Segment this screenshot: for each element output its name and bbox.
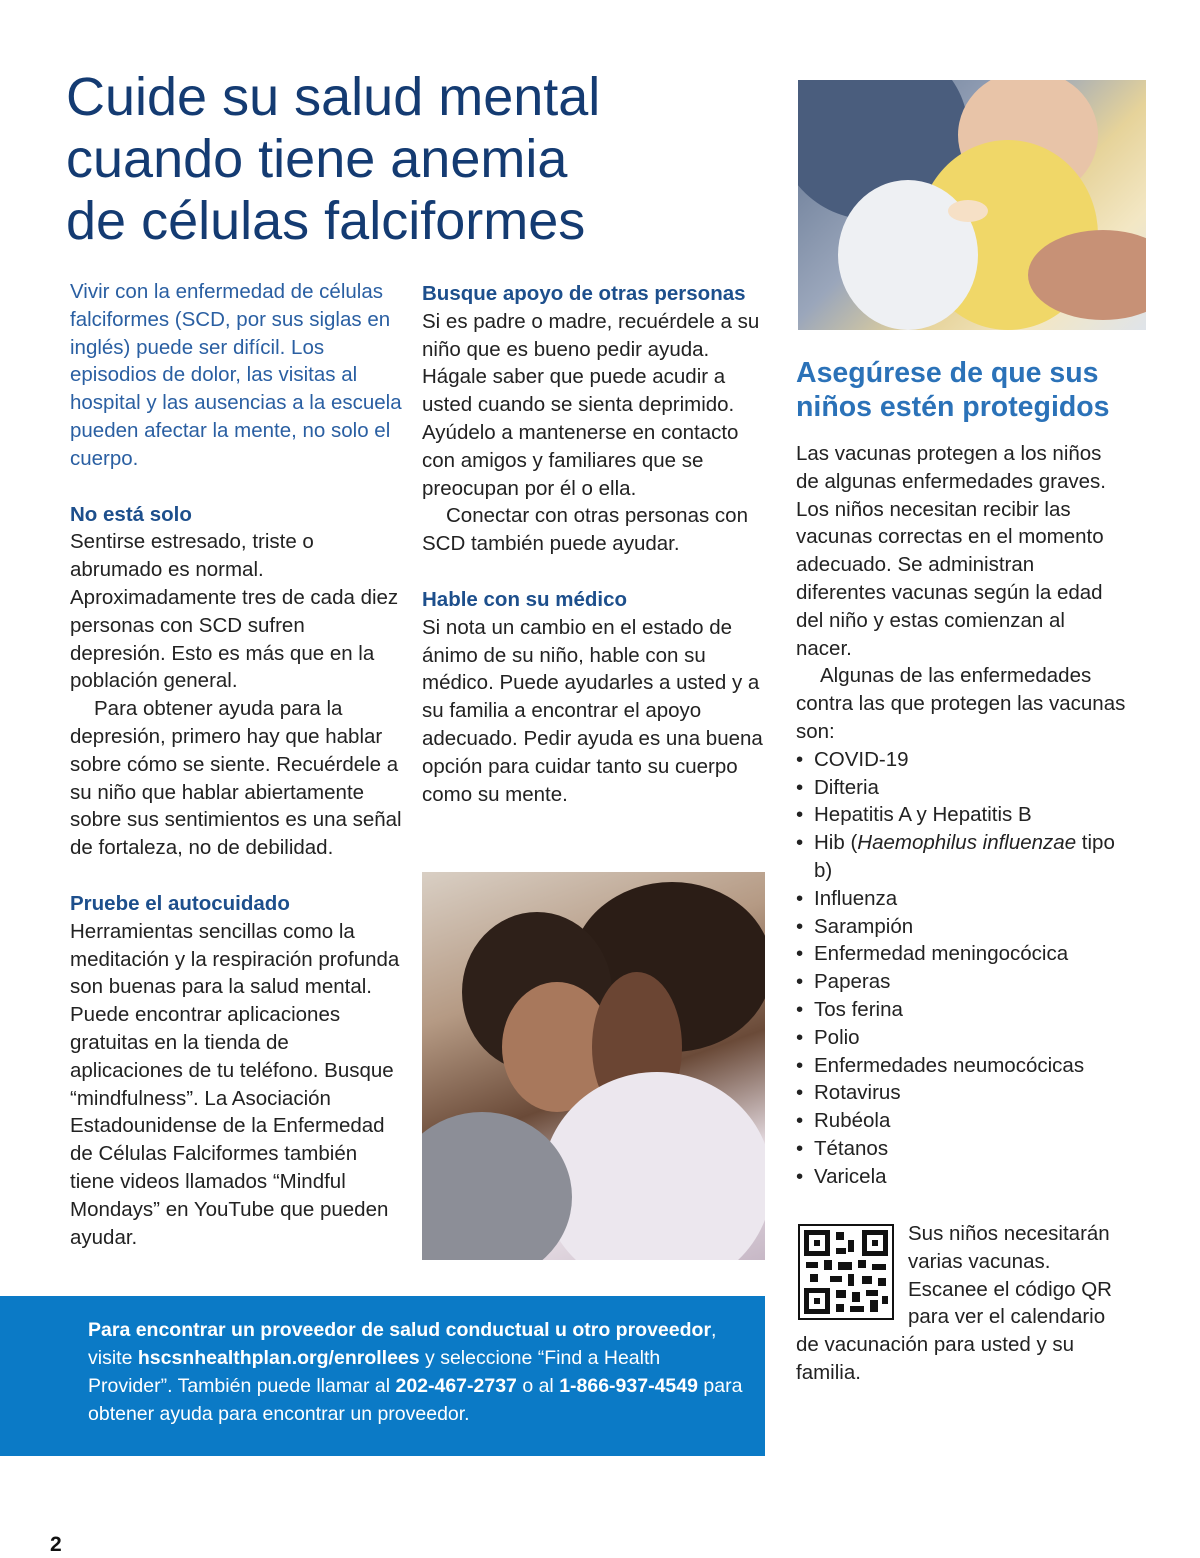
qr-caption-line: Escanee el código QR bbox=[908, 1277, 1112, 1301]
list-item: • Sarampión bbox=[796, 913, 1126, 941]
list-item: • COVID-19 bbox=[796, 746, 1126, 774]
hib-suffix: tipo b) bbox=[814, 831, 1115, 882]
callout-text-part: para obtener ayuda para encontrar un proveedor. bbox=[88, 1375, 743, 1425]
list-item: • Hepatitis A y Hepatitis B bbox=[796, 801, 1126, 829]
doctor-paragraph: Si nota un cambio en el estado de ánimo de su niño, hable con su médico. Puede ayudarles a usted y a su familia a encontrar el apoyo adecuado. Pedir ayuda es una buena opción para cuidar tanto su cuerpo como su mente. bbox=[422, 615, 763, 806]
qr-caption-line: Sus niños necesitarán bbox=[908, 1222, 1110, 1245]
page-number: 2 bbox=[50, 1533, 62, 1556]
page-title bbox=[66, 66, 706, 252]
section-heading-selfcare: Pruebe el autocuidado bbox=[70, 891, 290, 915]
title-line: cuando tiene anemia bbox=[66, 129, 568, 189]
list-item: • Tos ferina bbox=[796, 996, 1126, 1024]
qr-caption-rest: de vacunación para usted y su familia. bbox=[796, 1333, 1075, 1384]
list-item: • Paperas bbox=[796, 968, 1126, 996]
vaccines-heading-line: Asegúrese de que sus bbox=[796, 357, 1099, 389]
hib-species: Haemophilus influenzae bbox=[857, 831, 1077, 855]
vaccines-heading bbox=[796, 356, 1156, 424]
disease-list bbox=[796, 746, 1126, 1191]
phone-link[interactable]: 202-467-2737 bbox=[395, 1375, 517, 1397]
alone-paragraph: Sentirse estresado, triste o abrumado es normal. Aproximadamente tres de cada diez personas con SCD sufren depresión. Esto es más que en la población general. bbox=[70, 530, 399, 693]
section-heading-alone: No está solo bbox=[70, 502, 192, 526]
callout-text bbox=[88, 1316, 748, 1428]
vaccines-heading-line: niños estén protegidos bbox=[796, 391, 1110, 423]
callout-bold: Para encontrar un proveedor de salud conductual u otro proveedor bbox=[88, 1319, 712, 1341]
section-heading-doctor: Hable con su médico bbox=[422, 587, 628, 611]
list-item-hib bbox=[796, 829, 1126, 885]
title-line: de células falciformes bbox=[66, 191, 586, 251]
list-item: • Enfermedad meningocócica bbox=[796, 940, 1126, 968]
callout-text-part: y seleccione “Find a Health Provider”. También puede llamar al bbox=[88, 1347, 661, 1397]
hib-prefix: Hib ( bbox=[814, 831, 858, 855]
left-column bbox=[70, 278, 405, 1251]
middle-column bbox=[422, 280, 772, 808]
list-item: • Rubéola bbox=[796, 1107, 1126, 1135]
list-item: • Varicela bbox=[796, 1163, 1126, 1191]
list-item: • Polio bbox=[796, 1024, 1126, 1052]
list-item: • Enfermedades neumocócicas bbox=[796, 1052, 1126, 1080]
list-item: • Tétanos bbox=[796, 1135, 1126, 1163]
right-column bbox=[796, 440, 1126, 1191]
list-item: • Influenza bbox=[796, 885, 1126, 913]
parent-child-photo bbox=[422, 872, 765, 1260]
qr-caption-line: varias vacunas. bbox=[908, 1249, 1051, 1273]
qr-caption bbox=[796, 1220, 1126, 1387]
vaccines-paragraph: Algunas de las enfermedades contra las que protegen las vacunas son: bbox=[796, 664, 1126, 743]
title-line: Cuide su salud mental bbox=[66, 67, 601, 127]
callout-text-part: , visite bbox=[88, 1319, 717, 1369]
support-paragraph: Conectar con otras personas con SCD también puede ayudar. bbox=[422, 504, 748, 556]
alone-paragraph: Para obtener ayuda para la depresión, primero hay que hablar sobre cómo se siente. Recuérdele a su niño que hablar abiertamente sobre sus sentimientos es una señal de fortaleza, no de debilidad. bbox=[70, 697, 402, 860]
website-link[interactable]: hscsnhealthplan.org/enrollees bbox=[137, 1347, 420, 1369]
qr-caption-line: para ver el calendario bbox=[908, 1305, 1106, 1329]
section-heading-support: Busque apoyo de otras personas bbox=[422, 282, 746, 305]
selfcare-paragraph: Herramientas sencillas como la meditación y la respiración profunda son buenas para la salud mental. Puede encontrar aplicaciones gratuitas en la tienda de aplicaciones de tu teléfono. Busque “mindfulness”. La Asociación Estadounidense de la Enfermedad de Células Falciformes también tiene videos llamados “Mindful Mondays” en YouTube que pueden ayudar. bbox=[70, 919, 400, 1249]
callout-text-part: o al bbox=[516, 1375, 560, 1397]
baby-vaccine-photo bbox=[798, 80, 1146, 330]
intro-paragraph: Vivir con la enfermedad de células falciformes (SCD, por sus siglas en inglés) puede ser difícil. Los episodios de dolor, las visitas al hospital y las ausencias a la escuela pueden afectar la mente, no solo el cuerpo. bbox=[70, 280, 402, 470]
list-item: • Rotavirus bbox=[796, 1079, 1126, 1107]
provider-callout bbox=[0, 1296, 765, 1456]
support-paragraph: Si es padre o madre, recuérdele a su niño que es bueno pedir ayuda. Hágale saber que puede acudir a usted cuando se sienta deprimido. Ayúdelo a mantenerse en contacto con amigos y familiares que se preocupan por él o ella. bbox=[422, 309, 760, 500]
vaccines-paragraph: Las vacunas protegen a los niños de algunas enfermedades graves. Los niños necesitan recibir las vacunas correctas en el momento adecuado. Se administran diferentes vacunas según la edad del niño y estas comienzan al nacer. bbox=[796, 442, 1106, 660]
list-item: • Difteria bbox=[796, 774, 1126, 802]
phone-link[interactable]: 1-866-937-4549 bbox=[559, 1375, 698, 1397]
